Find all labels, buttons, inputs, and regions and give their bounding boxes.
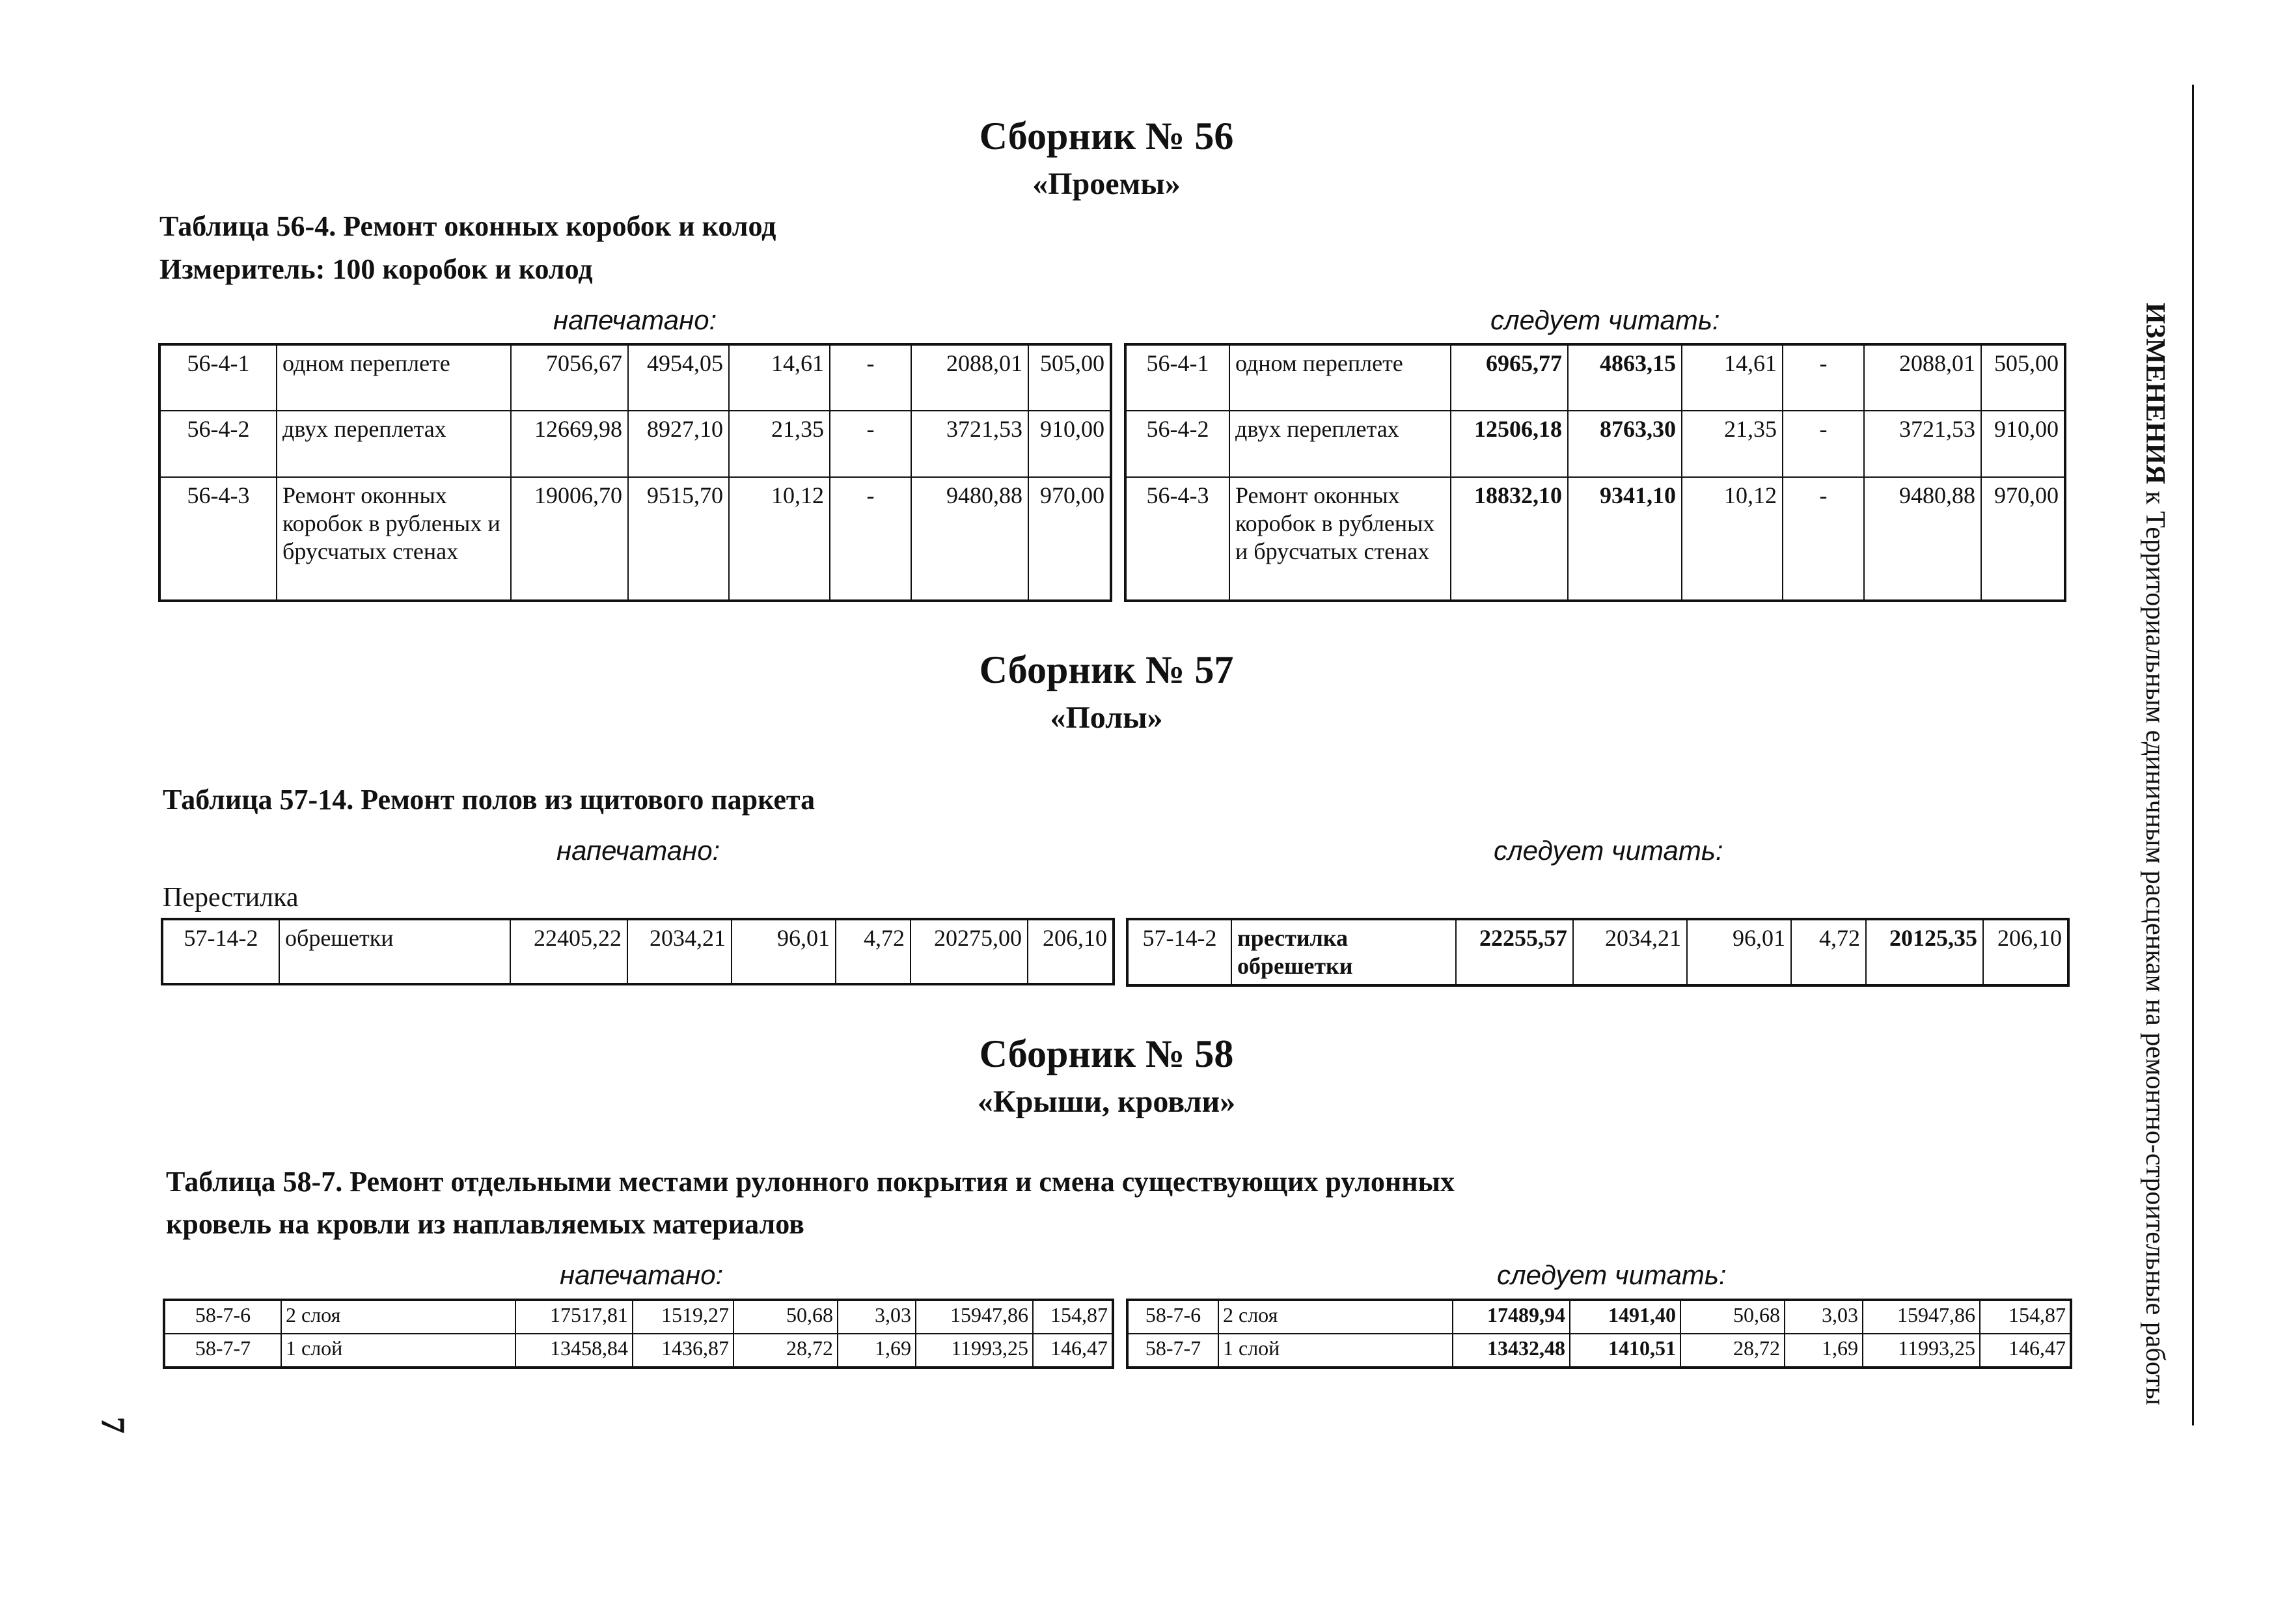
table-row (164, 1334, 1113, 1368)
table-cell: 3721,53 (911, 411, 1028, 477)
s58-title: Сборник № 58 (979, 1032, 1234, 1075)
table-row (159, 344, 1111, 411)
table-cell: 20275,00 (911, 919, 1028, 984)
table-cell: 28,72 (733, 1334, 838, 1368)
table-cell: 910,00 (1981, 411, 2065, 477)
table-cell: 206,10 (1983, 919, 2068, 985)
table-cell: 57-14-2 (162, 919, 279, 984)
table-row (159, 411, 1111, 477)
table-cell: 1491,40 (1570, 1300, 1680, 1334)
table-cell: 17517,81 (515, 1300, 633, 1334)
table-cell: 1 слой (281, 1334, 515, 1368)
table-cell: 17489,94 (1453, 1300, 1570, 1334)
table-cell: 4863,15 (1568, 344, 1682, 411)
table-cell: обрешетки (279, 919, 510, 984)
side-caption (2139, 303, 2171, 1442)
table-cell: 10,12 (729, 477, 830, 601)
table-cell: двух переплетах (1229, 411, 1451, 477)
s56-printed-table (158, 343, 1112, 602)
s57-pre-label: Перестилка (163, 883, 299, 913)
table-row (1127, 1334, 2071, 1368)
s57-table-caption: Таблица 57-14. Ремонт полов из щитового паркета (163, 784, 816, 816)
s56-should-read-label: следует читать: (1490, 305, 1720, 335)
table-cell: 1436,87 (633, 1334, 733, 1368)
table-cell: двух переплетах (277, 411, 511, 477)
s58-printed-label: напечатано: (560, 1259, 724, 1290)
table-cell: 15947,86 (916, 1300, 1033, 1334)
table-cell: 6965,77 (1451, 344, 1568, 411)
table-cell: 4,72 (836, 919, 911, 984)
side-caption-rest: к Территориальным единичным расценкам на ремонтно-строительные работы (2140, 484, 2170, 1405)
table-cell: 12669,98 (511, 411, 628, 477)
table-row (1127, 919, 2068, 985)
table-cell: 14,61 (1682, 344, 1783, 411)
table-cell: 206,10 (1028, 919, 1114, 984)
table-cell: 9515,70 (628, 477, 729, 601)
table-cell: 56-4-3 (159, 477, 277, 601)
table-cell: - (830, 477, 911, 601)
s56-table-caption: Таблица 56-4. Ремонт оконных коробок и колод (159, 210, 776, 242)
s58-table-caption-1: Таблица 58-7. Ремонт отдельными местами рулонного покрытия и смена существующих рулонных (166, 1166, 1455, 1198)
table-cell: 2034,21 (627, 919, 732, 984)
table-cell: 3721,53 (1864, 411, 1981, 477)
table-cell: 2088,01 (1864, 344, 1981, 411)
table-cell: 22255,57 (1456, 919, 1573, 985)
table-cell: 18832,10 (1451, 477, 1568, 601)
table-cell: 9480,88 (1864, 477, 1981, 601)
table-cell: 11993,25 (1863, 1334, 1980, 1368)
table-cell: 910,00 (1028, 411, 1111, 477)
table-cell: 58-7-6 (1127, 1300, 1218, 1334)
table-cell: 2034,21 (1573, 919, 1687, 985)
table-cell: - (830, 411, 911, 477)
table-cell: 15947,86 (1863, 1300, 1980, 1334)
table-cell: 1519,27 (633, 1300, 733, 1334)
table-cell: 3,03 (838, 1300, 916, 1334)
table-cell: одном переплете (277, 344, 511, 411)
table-cell: 4,72 (1791, 919, 1866, 985)
table-row (1125, 344, 2065, 411)
table-cell: - (1783, 477, 1864, 601)
table-cell: 96,01 (732, 919, 836, 984)
table-cell: 2088,01 (911, 344, 1028, 411)
table-cell: 2 слоя (1218, 1300, 1453, 1334)
table-cell: 3,03 (1785, 1300, 1863, 1334)
s58-table-caption-2: кровель на кровли из наплавляемых материалов (166, 1208, 804, 1240)
table-row (1125, 411, 2065, 477)
s56-subtitle: «Проемы» (1032, 167, 1181, 201)
table-cell: 505,00 (1028, 344, 1111, 411)
table-cell: 8763,30 (1568, 411, 1682, 477)
table-cell: 12506,18 (1451, 411, 1568, 477)
table-cell: 21,35 (1682, 411, 1783, 477)
table-cell: 56-4-2 (159, 411, 277, 477)
table-cell: 56-4-2 (1125, 411, 1229, 477)
s58-should-read-label: следует читать: (1497, 1259, 1727, 1290)
table-cell: 50,68 (1680, 1300, 1785, 1334)
margin-rule (2192, 85, 2194, 1425)
table-cell: 9480,88 (911, 477, 1028, 601)
table-cell: 970,00 (1028, 477, 1111, 601)
s58-subtitle: «Крыши, кровли» (977, 1084, 1236, 1119)
s57-printed-table (161, 918, 1115, 985)
table-cell: 58-7-6 (164, 1300, 281, 1334)
s57-title: Сборник № 57 (979, 648, 1234, 691)
table-cell: 11993,25 (916, 1334, 1033, 1368)
s57-corrected-table (1126, 918, 2070, 987)
table-cell: 56-4-3 (1125, 477, 1229, 601)
table-cell: 50,68 (733, 1300, 838, 1334)
table-cell: 1,69 (838, 1334, 916, 1368)
table-cell: 19006,70 (511, 477, 628, 601)
table-cell: - (1783, 344, 1864, 411)
table-cell: 8927,10 (628, 411, 729, 477)
table-cell: 21,35 (729, 411, 830, 477)
table-cell: 970,00 (1981, 477, 2065, 601)
s57-printed-label: напечатано: (556, 835, 720, 866)
table-cell: 10,12 (1682, 477, 1783, 601)
table-cell: 1 слой (1218, 1334, 1453, 1368)
table-row (1127, 1300, 2071, 1334)
s57-should-read-label: следует читать: (1494, 835, 1723, 866)
s58-corrected-table (1126, 1299, 2072, 1369)
table-cell: 13432,48 (1453, 1334, 1570, 1368)
table-cell: 9341,10 (1568, 477, 1682, 601)
table-cell: 4954,05 (628, 344, 729, 411)
s56-unit: Измеритель: 100 коробок и колод (159, 253, 593, 285)
table-cell: - (830, 344, 911, 411)
table-row (162, 919, 1114, 984)
s56-title: Сборник № 56 (979, 115, 1234, 158)
table-cell: 28,72 (1680, 1334, 1785, 1368)
side-caption-bold: ИЗМЕНЕНИЯ (2140, 303, 2170, 484)
s56-corrected-table (1124, 343, 2066, 602)
table-row (1125, 477, 2065, 601)
s56-printed-label: напечатано: (553, 305, 717, 335)
table-cell: престилка обрешетки (1231, 919, 1456, 985)
page-number: 7 (94, 1416, 131, 1434)
s57-subtitle: «Полы» (1050, 700, 1163, 735)
table-cell: 56-4-1 (159, 344, 277, 411)
table-cell: 1,69 (1785, 1334, 1863, 1368)
table-cell: 56-4-1 (1125, 344, 1229, 411)
table-row (164, 1300, 1113, 1334)
table-cell: 57-14-2 (1127, 919, 1231, 985)
table-cell: 22405,22 (510, 919, 627, 984)
table-cell: 154,87 (1980, 1300, 2071, 1334)
table-cell: 2 слоя (281, 1300, 515, 1334)
table-cell: Ремонт оконных коробок в рубленых и брусчатых стенах (277, 477, 511, 601)
table-cell: 146,47 (1980, 1334, 2071, 1368)
table-cell: 14,61 (729, 344, 830, 411)
table-cell: 96,01 (1687, 919, 1791, 985)
table-cell: - (1783, 411, 1864, 477)
table-cell: 7056,67 (511, 344, 628, 411)
table-cell: 58-7-7 (1127, 1334, 1218, 1368)
table-cell: 154,87 (1033, 1300, 1113, 1334)
table-cell: 1410,51 (1570, 1334, 1680, 1368)
table-cell: Ремонт оконных коробок в рубленых и брусчатых стенах (1229, 477, 1451, 601)
table-cell: одном переплете (1229, 344, 1451, 411)
table-cell: 13458,84 (515, 1334, 633, 1368)
table-cell: 505,00 (1981, 344, 2065, 411)
table-cell: 58-7-7 (164, 1334, 281, 1368)
table-cell: 20125,35 (1866, 919, 1983, 985)
s58-printed-table (163, 1299, 1114, 1369)
table-row (159, 477, 1111, 601)
table-cell: 146,47 (1033, 1334, 1113, 1368)
